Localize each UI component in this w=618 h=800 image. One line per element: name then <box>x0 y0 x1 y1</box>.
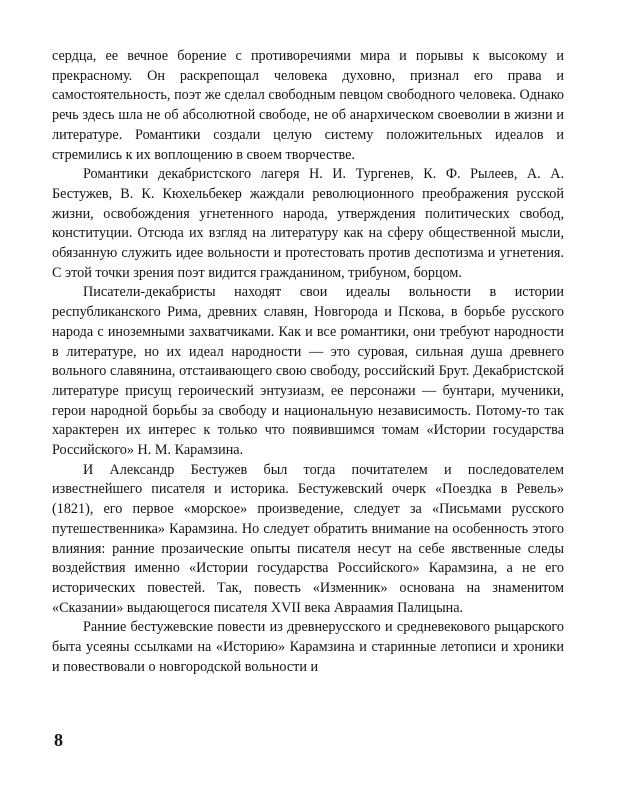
paragraph-2: Романтики декабристского лагеря Н. И. Тургенев, К. Ф. Рылеев, А. А. Бестужев, В. К. Кюхельбекер жаждали революционного преображения русской жизни, освобождения угнетенного народа, утверждения политических свобод, конституции. Отсюда их взгляд на литературу как на сферу общественной мысли, обязанную служить идее вольности и протестовать против деспотизма и угнетения. С этой точки зрения поэт видится гражданином, трибуном, борцом. <box>52 166 564 281</box>
page-text <box>52 47 564 678</box>
paragraph-5: Ранние бестужевские повести из древнерусского и средневекового рыцарского быта усеяны ссылками на «Историю» Карамзина и старинные летописи и хроники и повествовали о новгородской вольности и <box>52 619 564 675</box>
paragraph-4: И Александр Бестужев был тогда почитателем и последователем известнейшего писателя и историка. Бестужевский очерк «Поездка в Ревель» (1821), его первое «морское» произведение, следует за «Письмами русского путешественника» Карамзина. Но следует обратить внимание на особенность этого влияния: ранние прозаические опыты писателя несут на себе явственные следы воздействия именно «Истории государства Российского» Карамзина, а не его исторических повестей. Так, повесть «Изменник» основана на знаменитом «Сказании» выдающегося писателя XVII века Авраамия Палицына. <box>52 461 564 616</box>
page-number: 8 <box>54 730 63 750</box>
paragraph-3: Писатели-декабристы находят свои идеалы вольности в истории республиканского Рима, древних славян, Новгорода и Пскова, в борьбе русского народа с иноземными захватчиками. Как и все романтики, они требуют народности в литературе, но их идеал народности — это суровая, сильная душа древнего вольного славянина, отстаивающего свою свободу, российский Брут. Декабристской литературе присущ героический энтузиазм, ее персонажи — бунтари, мученики, герои народной борьбы за свободу и национальную независимость. Потому-то так характерен их интерес к только что появившимся томам «Истории государства Российского» Н. М. Карамзина. <box>52 284 564 459</box>
paragraph-1: сердца, ее вечное борение с противоречиями мира и порывы к высокому и прекрасному. Он раскрепощал человека духовно, признал его права и самостоятельность, поэт же сделал свободным певцом свободного человека. Однако речь здесь шла не об абсолютной свободе, не об анархическом своеволии в жизни и литературе. Романтики создали целую систему положительных идеалов и стремились к их воплощению в своем творчестве. <box>52 48 564 163</box>
